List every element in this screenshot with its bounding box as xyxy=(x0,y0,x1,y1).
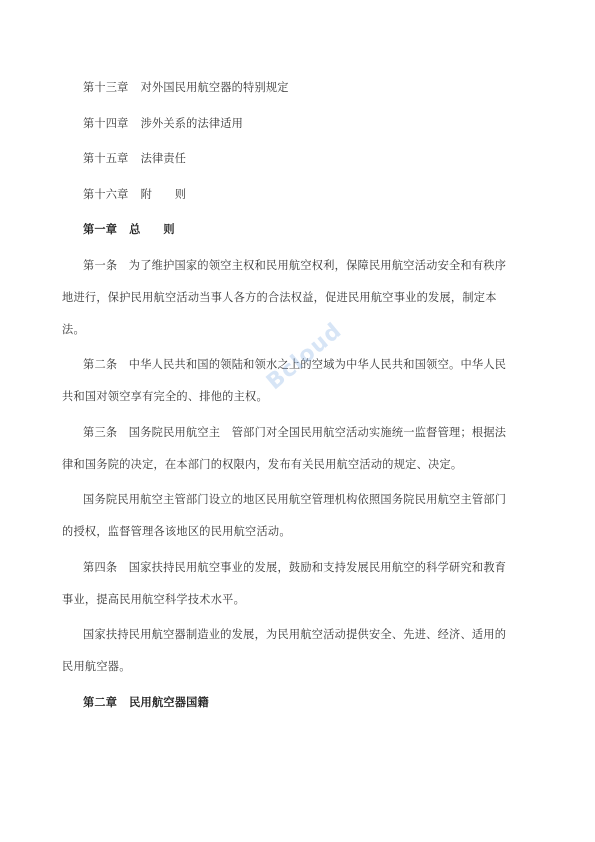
watermark: Bcloud xyxy=(262,318,347,396)
article-1-line-3: 法。 xyxy=(62,323,85,336)
chapter-number: 第二章 xyxy=(83,696,118,709)
chapter-number: 第一章 xyxy=(83,223,118,236)
toc-item-15 xyxy=(83,152,186,166)
toc-item-14 xyxy=(83,117,243,131)
article-3-para-2-line-2: 的授权，监督管理各该地区的民用航空活动。 xyxy=(62,525,291,538)
article-4-para-2-line-1: 国家扶持民用航空器制造业的发展，为民用航空活动提供安全、先进、经济、适用的 xyxy=(83,628,507,641)
toc-item-16 xyxy=(83,188,186,202)
toc-chapter-title: 对外国民用航空器的特别规定 xyxy=(140,81,289,94)
toc-chapter-number: 第十六章 xyxy=(83,188,129,201)
chapter-heading-2 xyxy=(83,696,209,710)
toc-chapter-number: 第十四章 xyxy=(83,117,129,130)
article-4-para-2-line-2: 民用航空器。 xyxy=(62,660,131,673)
toc-chapter-title: 附 则 xyxy=(140,188,187,201)
chapter-heading-1 xyxy=(83,223,175,237)
toc-item-13 xyxy=(83,81,289,95)
article-1-line-1: 第一条 为了维护国家的领空主权和民用航空权利，保障民用航空活动安全和有秩序 xyxy=(83,259,507,272)
toc-chapter-title: 涉外关系的法律适用 xyxy=(140,117,244,130)
article-1-line-2: 地进行，保护民用航空活动当事人各方的合法权益，促进民用航空事业的发展，制定本 xyxy=(62,291,497,304)
chapter-title: 总 则 xyxy=(129,223,175,236)
article-3-para-2-line-1: 国务院民用航空主管部门设立的地区民用航空管理机构依照国务院民用航空主管部门 xyxy=(83,493,507,506)
article-3-line-2: 律和国务院的决定，在本部门的权限内，发布有关民用航空活动的规定、决定。 xyxy=(62,458,463,471)
article-2-line-2: 共和国对领空享有完全的、排他的主权。 xyxy=(62,390,268,403)
article-4-line-1: 第四条 国家扶持民用航空事业的发展，鼓励和支持发展民用航空的科学研究和教育 xyxy=(83,561,507,574)
article-2-line-1: 第二条 中华人民共和国的领陆和领水之上的空域为中华人民共和国领空。中华人民 xyxy=(83,358,507,371)
toc-chapter-number: 第十五章 xyxy=(83,152,129,165)
chapter-title: 民用航空器国籍 xyxy=(129,696,209,709)
article-4-line-2: 事业，提高民用航空科学技术水平。 xyxy=(62,593,246,606)
toc-chapter-title: 法律责任 xyxy=(140,152,187,165)
toc-chapter-number: 第十三章 xyxy=(83,81,129,94)
article-3-line-1: 第三条 国务院民用航空主 管部门对全国民用航空活动实施统一监督管理；根据法 xyxy=(83,426,507,439)
